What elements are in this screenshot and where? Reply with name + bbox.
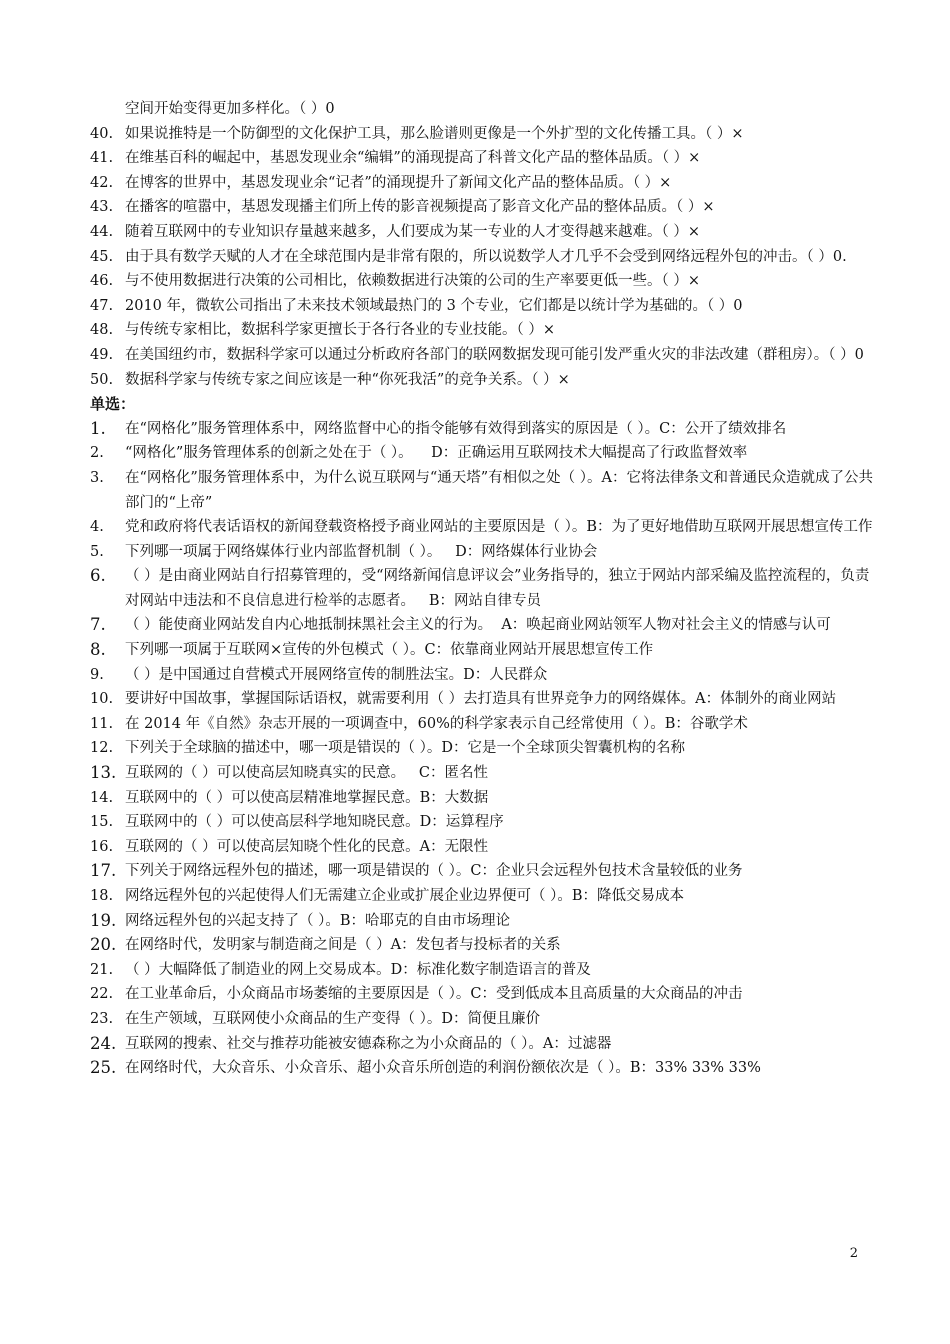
single-choice-item bbox=[90, 687, 880, 712]
item-text: （ ）是中国通过自营模式开展网络宣传的制胜法宝。D：人民群众 bbox=[125, 666, 548, 683]
item-text: 党和政府将代表话语权的新闻登载资格授予商业网站的主要原因是（ ）。B：为了更好地借助互联网开展思想宣传工作 bbox=[125, 519, 873, 536]
item-number: 11. bbox=[90, 715, 114, 732]
item-number: 6. bbox=[90, 566, 106, 586]
item-text: 与传统专家相比，数据科学家更擅长于各行各业的专业技能。（ ）× bbox=[125, 322, 556, 339]
item-text: 互联网中的（ ）可以使高层科学地知晓民意。D：运算程序 bbox=[125, 814, 504, 831]
true-false-item bbox=[90, 195, 880, 220]
single-choice-item bbox=[90, 540, 880, 565]
single-choice-item bbox=[90, 712, 880, 737]
item-text: 在生产领域，互联网使小众商品的生产变得（ ）。D：简便且廉价 bbox=[125, 1010, 540, 1027]
single-choice-item bbox=[90, 982, 880, 1007]
single-choice-item bbox=[90, 884, 880, 909]
true-false-item bbox=[90, 220, 880, 245]
single-choice-item bbox=[90, 933, 880, 958]
item-text: 在美国纽约市，数据科学家可以通过分析政府各部门的联网数据发现可能引发严重火灾的非法改建（群租房）。（ ）0 bbox=[125, 346, 864, 363]
true-false-item bbox=[90, 171, 880, 196]
item-text: 在播客的喧嚣中，基恩发现播主们所上传的影音视频提高了影音文化产品的整体品质。（ ）× bbox=[125, 199, 715, 216]
item-number: 7. bbox=[90, 615, 106, 635]
item-text: 在“网格化”服务管理体系中，网络监督中心的指令能够有效得到落实的原因是（ ）。C：公开了绩效排名 bbox=[125, 420, 787, 437]
item-text: 互联网的（ ）可以使高层知晓真实的民意。 C：匿名性 bbox=[125, 765, 489, 782]
single-choice-item bbox=[90, 761, 880, 786]
true-false-item bbox=[90, 343, 880, 368]
item-text: （ ）是由商业网站自行招募管理的，受“网络新闻信息评议会”业务指导的，独立于网站内部采编及监控流程的，负责对网站中违法和不良信息进行检举的志愿者。 B：网站自律专员 bbox=[125, 568, 870, 609]
item-number: 19. bbox=[90, 910, 117, 930]
item-text: 网络远程外包的兴起使得人们无需建立企业或扩展企业边界便可（ ）。B：降低交易成本 bbox=[125, 888, 685, 904]
single-choice-item bbox=[90, 736, 880, 761]
true-false-item bbox=[90, 122, 880, 147]
true-false-item bbox=[90, 146, 880, 171]
item-text: 2010 年，微软公司指出了未来技术领域最热门的 3 个专业，它们都是以统计学为基础的。（ ）0 bbox=[125, 297, 743, 314]
item-number: 14. bbox=[90, 789, 114, 806]
item-number: 3. bbox=[90, 469, 104, 486]
true-false-item bbox=[90, 269, 880, 294]
item-number: 9. bbox=[90, 666, 104, 683]
item-number: 40. bbox=[90, 125, 114, 142]
item-number: 44. bbox=[90, 223, 114, 240]
item-number: 42. bbox=[90, 174, 114, 191]
item-text: 网络远程外包的兴起支持了（ ）。B：哈耶克的自由市场理论 bbox=[125, 912, 511, 929]
single-choice-item bbox=[90, 859, 880, 884]
item-text: 在“网格化”服务管理体系中，为什么说互联网与“通天塔”有相似之处（ ）。A：它将法律条文和普通民众造就成了公共部门的“上帝” bbox=[125, 469, 873, 511]
item-text: 数据科学家与传统专家之间应该是一种“你死我活”的竞争关系。（ ）× bbox=[125, 371, 570, 388]
single-choice-item bbox=[90, 417, 880, 442]
item-number: 43. bbox=[90, 199, 114, 216]
item-number: 2. bbox=[90, 445, 104, 462]
item-text: （ ）大幅降低了制造业的网上交易成本。D：标准化数字制造语言的普及 bbox=[125, 961, 591, 978]
item-number: 46. bbox=[90, 273, 114, 290]
single-choice-list bbox=[90, 417, 880, 1081]
item-number: 49. bbox=[90, 346, 114, 363]
item-number: 48. bbox=[90, 322, 114, 339]
item-number: 41. bbox=[90, 150, 114, 167]
single-choice-item bbox=[90, 515, 880, 540]
item-number: 15. bbox=[90, 814, 114, 831]
item-text: 下列哪一项属于网络媒体行业内部监督机制（ ）。 D：网络媒体行业协会 bbox=[125, 543, 598, 560]
item-text: 在博客的世界中，基恩发现业余“记者”的涌现提升了新闻文化产品的整体品质。（ ）× bbox=[125, 174, 672, 191]
item-number: 22. bbox=[90, 986, 114, 1003]
item-number: 8. bbox=[90, 640, 106, 660]
single-choice-item bbox=[90, 958, 880, 983]
true-false-list bbox=[90, 122, 880, 393]
item-text: 下列关于网络远程外包的描述，哪一项是错误的（ ）。C：企业只会远程外包技术含量较低的业务 bbox=[125, 863, 743, 880]
true-false-item bbox=[90, 245, 880, 270]
item-number: 16. bbox=[90, 838, 114, 855]
item-text: 随着互联网中的专业知识存量越来越多，人们要成为某一专业的人才变得越来越难。（ ）× bbox=[125, 223, 701, 240]
item-text: “网格化”服务管理体系的创新之处在于（ ）。 D：正确运用互联网技术大幅提高了行政监督效率 bbox=[125, 445, 748, 462]
single-choice-item bbox=[90, 441, 880, 466]
item-text: （ ）能使商业网站发自内心地抵制抹黑社会主义的行为。 A：唤起商业网站领军人物对社会主义的情感与认可 bbox=[125, 617, 831, 634]
single-choice-item bbox=[90, 1007, 880, 1032]
item-text: 在工业革命后，小众商品市场萎缩的主要原因是（ ）。C：受到低成本且高质量的大众商品的冲击 bbox=[125, 986, 743, 1003]
item-number: 4. bbox=[90, 519, 104, 536]
item-text: 互联网的（ ）可以使高层知晓个性化的民意。A：无限性 bbox=[125, 838, 489, 855]
item-number: 10. bbox=[90, 691, 114, 708]
item-number: 5. bbox=[90, 543, 104, 560]
true-false-item bbox=[90, 294, 880, 319]
item-text: 要讲好中国故事，掌握国际话语权，就需要利用（ ）去打造具有世界竞争力的网络媒体。A：体制外的商业网站 bbox=[125, 691, 837, 708]
item-text: 互联网的搜索、社交与推荐功能被安德森称之为小众商品的（ ）。A：过滤器 bbox=[125, 1035, 612, 1052]
item-text: 由于具有数学天赋的人才在全球范围内是非常有限的，所以说数学人才几乎不会受到网络远程外包的冲击。（ ）0. bbox=[125, 248, 847, 265]
single-choice-item bbox=[90, 466, 880, 515]
true-false-item bbox=[90, 318, 880, 343]
item-text: 如果说推特是一个防御型的文化保护工具，那么脸谱则更像是一个外扩型的文化传播工具。（ ）× bbox=[125, 125, 744, 142]
item-number: 18. bbox=[90, 888, 114, 904]
single-choice-item bbox=[90, 564, 880, 613]
item-number: 47. bbox=[90, 297, 114, 314]
single-choice-item bbox=[90, 909, 880, 934]
item-number: 12. bbox=[90, 740, 114, 757]
item-number: 45. bbox=[90, 248, 114, 265]
page-content bbox=[90, 97, 880, 1081]
item-number: 50. bbox=[90, 371, 114, 388]
section-heading: 单选： bbox=[90, 395, 136, 414]
single-choice-item bbox=[90, 786, 880, 811]
item-text: 在 2014 年《自然》杂志开展的一项调查中，60%的科学家表示自己经常使用（ ）。B：谷歌学术 bbox=[125, 715, 748, 732]
page-number: 2 bbox=[849, 1246, 858, 1261]
item-number: 1. bbox=[90, 418, 106, 438]
item-text: 下列关于全球脑的描述中，哪一项是错误的（ ）。D：它是一个全球顶尖智囊机构的名称 bbox=[125, 740, 685, 757]
single-choice-item bbox=[90, 810, 880, 835]
single-choice-item bbox=[90, 835, 880, 860]
item-number: 23. bbox=[90, 1010, 114, 1027]
true-false-item bbox=[90, 368, 880, 393]
item-number: 21. bbox=[90, 961, 114, 978]
item-number: 17. bbox=[90, 861, 117, 881]
single-choice-item bbox=[90, 638, 880, 663]
single-choice-item bbox=[90, 1032, 880, 1057]
continuation-text: 空间开始变得更加多样化。（ ）0 bbox=[125, 101, 335, 117]
item-text: 在网络时代，发明家与制造商之间是（ ）A：发包者与投标者的关系 bbox=[125, 937, 561, 954]
item-text: 与不使用数据进行决策的公司相比，依赖数据进行决策的公司的生产率要更低一些。（ ）× bbox=[125, 273, 701, 290]
item-text: 在维基百科的崛起中，基恩发现业余“编辑”的涌现提高了科普文化产品的整体品质。（ ）× bbox=[125, 150, 701, 167]
item-text: 互联网中的（ ）可以使高层精准地掌握民意。B：大数据 bbox=[125, 789, 489, 806]
item-number: 13. bbox=[90, 763, 117, 783]
item-number: 20. bbox=[90, 935, 117, 955]
single-choice-item bbox=[90, 663, 880, 688]
item-number: 25. bbox=[90, 1058, 117, 1078]
item-text: 下列哪一项属于互联网×宣传的外包模式（ ）。C：依靠商业网站开展思想宣传工作 bbox=[125, 642, 654, 659]
continuation-line bbox=[90, 97, 880, 122]
single-choice-item bbox=[90, 613, 880, 638]
item-number: 24. bbox=[90, 1033, 117, 1053]
single-choice-item bbox=[90, 1056, 880, 1081]
item-text: 在网络时代，大众音乐、小众音乐、超小众音乐所创造的利润份额依次是（ ）。B：33% 33% 33% bbox=[125, 1060, 761, 1077]
